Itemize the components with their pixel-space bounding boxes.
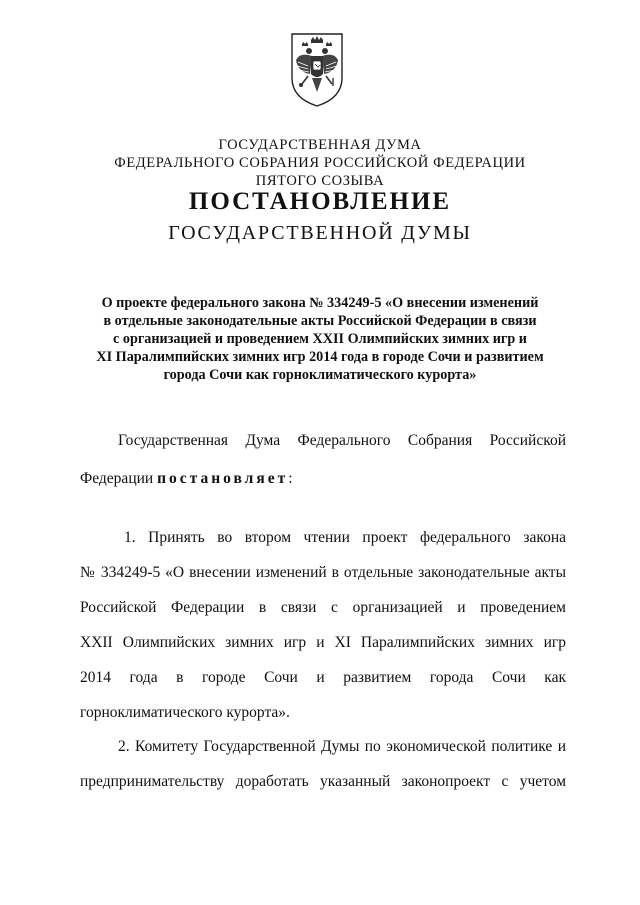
item1-line-2: № 334249-5 «О внесении изменений в отдельные законодательные акты [80,564,566,581]
subject-line-1: О проекте федерального закона № 334249-5 «О внесении изменений [101,295,539,311]
subject-line-2: в отдельные законодательные акты Российской Федерации в связи [103,313,537,329]
document-issuer: ГОСУДАРСТВЕННОЙ ДУМЫ [168,222,472,244]
preamble-federation: Федерации [80,470,154,487]
document-type: ПОСТАНОВЛЕНИЕ [188,188,452,215]
preamble-line-1: Государственная Дума Федерального Собрания Российской [118,432,566,449]
item1-line-5: 2014 года в городе Сочи и развитием города Сочи как [80,669,566,686]
org-line-3: ПЯТОГО СОЗЫВА [255,173,385,189]
org-line-2: ФЕДЕРАЛЬНОГО СОБРАНИЯ РОССИЙСКОЙ ФЕДЕРАЦИИ [114,155,526,171]
coat-of-arms-icon [276,28,358,110]
item2-line-1: 2. Комитету Государственной Думы по экономической политике и [118,738,566,755]
item1-line-6: горноклиматического курорта». [80,704,290,721]
decree-word: постановляет [157,470,289,487]
subject-line-4: XI Паралимпийских зимних игр 2014 года в городе Сочи и развитием [96,349,544,365]
item1-line-3: Российской Федерации в связи с организацией и проведением [80,599,566,616]
subject-line-3: с организацией и проведением XXII Олимпийских зимних игр и [113,331,527,347]
item1-line-4: XXII Олимпийских зимних игр и XI Паралимпийских зимних игр [80,634,566,651]
item2-line-2: предпринимательству доработать указанный законопроект с учетом [80,773,566,790]
org-line-1: ГОСУДАРСТВЕННАЯ ДУМА [218,137,422,153]
preamble-line-2 [80,469,293,489]
item1-line-1: 1. Принять во втором чтении проект федерального закона [124,529,566,546]
subject-line-5: города Сочи как горноклиматического курорта» [163,367,477,383]
decree-colon: : [288,470,293,487]
